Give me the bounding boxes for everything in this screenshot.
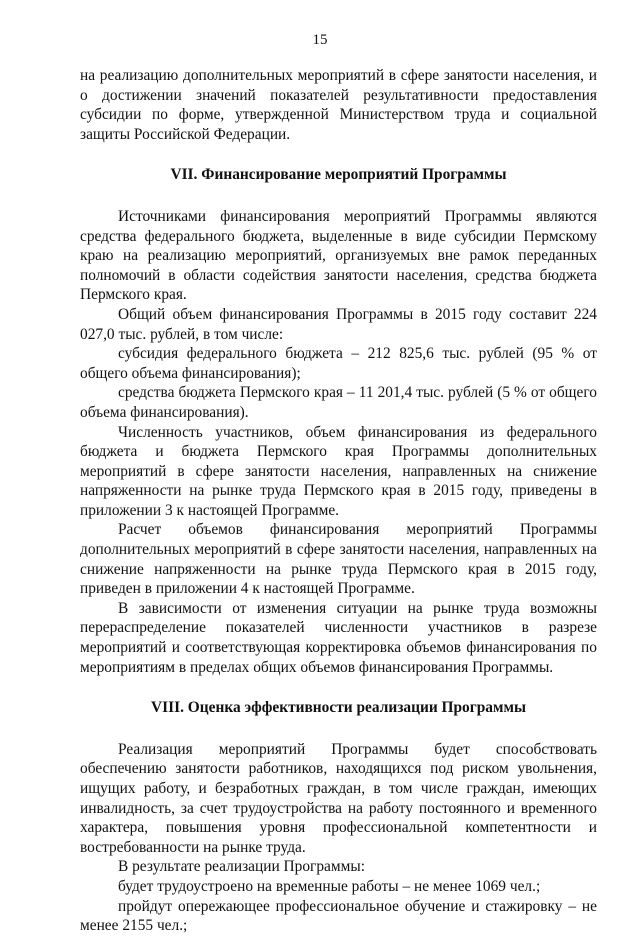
section-8-paragraph: пройдут опережающее профессиональное обучение и стажировку – не менее 2155 чел.; <box>80 897 597 935</box>
section-8-paragraph: Реализация мероприятий Программы будет способствовать обеспечению занятости работников, находящихся под риском увольнения, ищущих работу, и безработных граждан, в том числе граждан, имеющих инвалидность, за счет трудоустройства на работу постоянного и временного характера, повышения уровня профессиональной компетентности и востребованности на рынке труда. <box>80 740 597 856</box>
section-8-paragraph: будет трудоустроено на временные работы – не менее 1069 чел.; <box>118 877 541 895</box>
section-8-heading: VIII. Оценка эффективности реализации Программы <box>151 699 526 717</box>
section-7-paragraph: Численность участников, объем финансирования из федерального бюджета и бюджета Пермского края Программы дополнительных мероприятий в сфере занятости населения, направленных на снижение напряженности на рынке труда Пермского края в 2015 году, приведены в приложении 3 к настоящей Программе. <box>80 423 597 519</box>
section-7-paragraph: Общий объем финансирования Программы в 2015 году составит 224 027,0 тыс. рублей, в том числе: <box>80 305 597 343</box>
section-7-paragraph: средства бюджета Пермского края – 11 201,4 тыс. рублей (5 % от общего объема финансирования). <box>80 384 597 421</box>
section-8-paragraph: В результате реализации Программы: <box>118 858 365 876</box>
section-7-heading: VII. Финансирование мероприятий Программы <box>170 166 507 184</box>
section-7-paragraph: субсидия федерального бюджета – 212 825,6 тыс. рублей (95 % от общего объема финансирования); <box>80 345 597 382</box>
section-7-paragraph: Источниками финансирования мероприятий Программы являются средства федерального бюджета, выделенные в виде субсидии Пермскому краю на реализацию мероприятий, организуемых вне рамок переданных полномочий в области содействия занятости населения, средства бюджета Пермского края. <box>80 207 597 304</box>
section-7-paragraph: В зависимости от изменения ситуации на рынке труда возможны перераспределение показателей численности участников в разрезе мероприятий и соответствующая корректировка объемов финансирования по мероприятиям в пределах общих объемов финансирования Программы. <box>80 599 597 676</box>
intro-paragraph: на реализацию дополнительных мероприятий в сфере занятости населения, и о достижении значений показателей результативности предоставления субсидии по форме, утвержденной Министерством труда и социальной защиты Российской Федерации. <box>80 67 597 143</box>
document-body <box>80 66 597 936</box>
section-7-paragraph: Расчет объемов финансирования мероприятий Программы дополнительных мероприятий в сфере занятости населения, направленных на снижение напряженности на рынке труда Пермского края в 2015 году, приведен в приложении 4 к настоящей Программе. <box>80 521 597 598</box>
page-number: 15 <box>312 32 328 48</box>
